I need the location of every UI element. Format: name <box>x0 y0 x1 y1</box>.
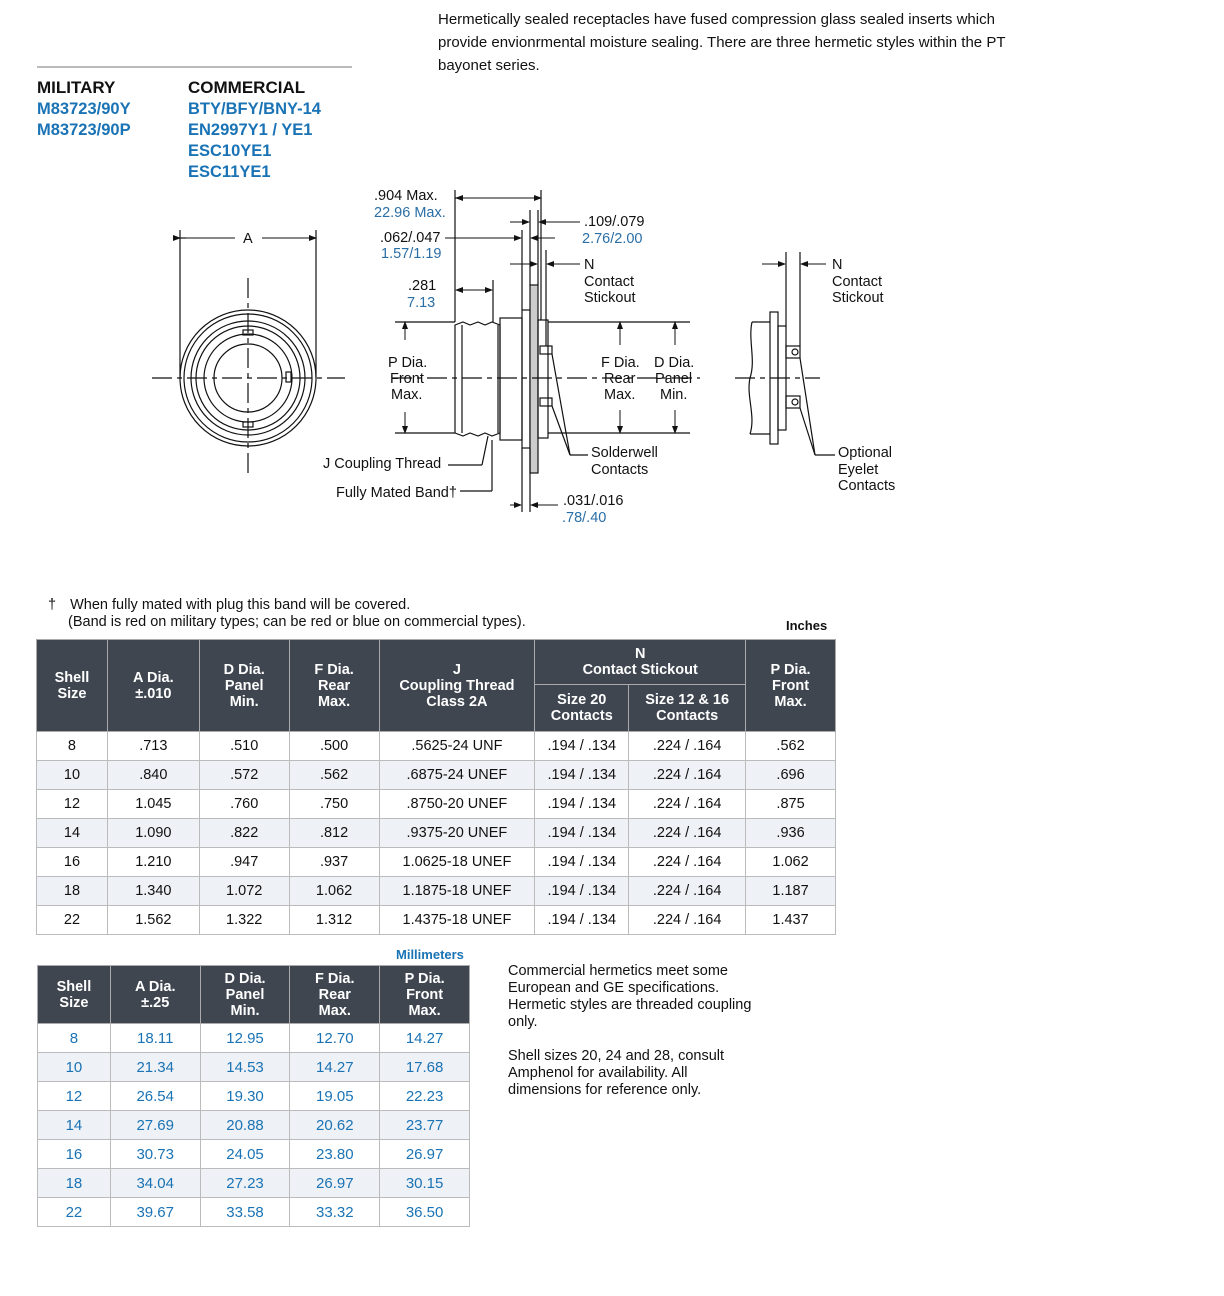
table-cell: 1.045 <box>107 790 199 819</box>
contact2-label: Contact <box>832 274 882 290</box>
dim-062-label: .062/.047 <box>380 230 441 246</box>
dim-281mm-label: 7.13 <box>407 295 436 311</box>
table-cell: 20.88 <box>200 1111 290 1140</box>
stickout-label: Stickout <box>584 290 636 306</box>
table-cell: .696 <box>746 761 836 790</box>
table-cell: 12.95 <box>200 1024 290 1053</box>
footnote-line1: When fully mated with plug this band will be covered. <box>70 597 411 613</box>
inches-label: Inches <box>786 618 828 633</box>
table-cell: .5625-24 UNF <box>379 732 535 761</box>
table-cell: 1.062 <box>289 877 379 906</box>
table-cell: 26.97 <box>290 1169 380 1198</box>
table-cell: .224 / .164 <box>629 848 746 877</box>
military-parts <box>37 99 131 141</box>
table-cell: 23.80 <box>290 1140 380 1169</box>
eyelet-view <box>735 252 835 455</box>
table-cell: 14 <box>38 1111 111 1140</box>
connector-drawing <box>140 182 920 532</box>
dagger-mark: † <box>48 597 57 613</box>
table-cell: 8 <box>37 732 108 761</box>
col-size20: Size 20 Contacts <box>535 685 629 732</box>
n2-label: N <box>832 257 843 273</box>
table-cell: 14.27 <box>380 1024 470 1053</box>
military-title: MILITARY <box>37 78 116 97</box>
dim-281-label: .281 <box>408 278 437 294</box>
table-cell: 1.187 <box>746 877 836 906</box>
table-row <box>37 761 836 790</box>
dim-904mm-label: 22.96 Max. <box>374 205 446 221</box>
col-j-thread: J Coupling Thread Class 2A <box>379 640 535 732</box>
commercial-parts <box>188 99 321 183</box>
table-row <box>38 1169 470 1198</box>
table-cell: 36.50 <box>380 1198 470 1227</box>
table-row <box>37 877 836 906</box>
table-cell: 22.23 <box>380 1082 470 1111</box>
table-cell: .937 <box>289 848 379 877</box>
table-cell: 12.70 <box>290 1024 380 1053</box>
mm-label: Millimeters <box>396 947 464 962</box>
dim-031-label: .031/.016 <box>563 493 624 509</box>
coupling-thread-label: J Coupling Thread <box>323 456 442 472</box>
table-cell: 24.05 <box>200 1140 290 1169</box>
table-row <box>37 906 836 935</box>
table-cell: 10 <box>38 1053 111 1082</box>
table-cell: .750 <box>289 790 379 819</box>
contact-label: Contact <box>584 274 634 290</box>
d-min-label: Min. <box>660 387 688 403</box>
part-number: M83723/90P <box>37 121 131 139</box>
col-f-dia: F Dia. Rear Max. <box>289 640 379 732</box>
table-cell: .562 <box>746 732 836 761</box>
col-shell-size: Shell Size <box>37 640 108 732</box>
table-cell: .760 <box>199 790 289 819</box>
part-number: ESC10YE1 <box>188 142 272 160</box>
d-panel-label: Panel <box>655 371 693 387</box>
col-d-dia: D Dia. Panel Min. <box>199 640 289 732</box>
p-max-label: Max. <box>391 387 423 403</box>
table-cell: 1.072 <box>199 877 289 906</box>
table-cell: 1.0625-18 UNEF <box>379 848 535 877</box>
table-cell: 26.54 <box>110 1082 200 1111</box>
table-cell: .194 / .134 <box>535 848 629 877</box>
table-cell: .510 <box>199 732 289 761</box>
dim-109mm-label: 2.76/2.00 <box>582 231 643 247</box>
table-row <box>38 1198 470 1227</box>
mm-table <box>37 965 470 1227</box>
table-cell: .194 / .134 <box>535 877 629 906</box>
col-p-dia: P Dia. Front Max. <box>746 640 836 732</box>
table-row <box>37 848 836 877</box>
p-front-label: Front <box>390 371 424 387</box>
note-shell-sizes: Shell sizes 20, 24 and 28, consult Amphenol for availability. All dimensions for reference only. <box>508 1048 725 1098</box>
table-cell: .812 <box>289 819 379 848</box>
dim-062mm-label: 1.57/1.19 <box>381 246 442 262</box>
solderwell-contacts-label: Contacts <box>591 462 649 478</box>
table-cell: 1.4375-18 UNEF <box>379 906 535 935</box>
table-cell: 39.67 <box>110 1198 200 1227</box>
table-cell: .194 / .134 <box>535 761 629 790</box>
table-cell: .194 / .134 <box>535 906 629 935</box>
col-f-dia: F Dia. Rear Max. <box>290 966 380 1024</box>
table-cell: .194 / .134 <box>535 790 629 819</box>
table-cell: 8 <box>38 1024 111 1053</box>
dim-904-label: .904 Max. <box>374 188 438 204</box>
table-cell: 16 <box>38 1140 111 1169</box>
table-row <box>38 1082 470 1111</box>
f-rear-label: Rear <box>604 371 636 387</box>
table-cell: .840 <box>107 761 199 790</box>
commercial-title: COMMERCIAL <box>188 78 306 97</box>
col-shell-size: Shell Size <box>38 966 111 1024</box>
table-row <box>38 1111 470 1140</box>
table-row <box>38 1140 470 1169</box>
table-cell: 1.090 <box>107 819 199 848</box>
solderwell-label: Solderwell <box>591 445 658 461</box>
table-cell: 19.05 <box>290 1082 380 1111</box>
table-cell: 34.04 <box>110 1169 200 1198</box>
front-view <box>152 230 345 478</box>
eyelet-contacts-label: Contacts <box>838 478 896 494</box>
part-number: ESC11YE1 <box>188 163 271 181</box>
table-cell: 22 <box>38 1198 111 1227</box>
part-number: M83723/90Y <box>37 100 131 118</box>
table-cell: 1.340 <box>107 877 199 906</box>
table-cell: 18.11 <box>110 1024 200 1053</box>
part-number: BTY/BFY/BNY-14 <box>188 100 321 118</box>
footnote <box>48 597 526 631</box>
table-cell: .822 <box>199 819 289 848</box>
mated-band-label: Fully Mated Band† <box>336 485 457 501</box>
table-cell: .8750-20 UNEF <box>379 790 535 819</box>
intro-text: Hermetically sealed receptacles have fused compression glass sealed inserts which provide envionrmental moisture sealing. There are three hermetic styles within the PT bayonet series. <box>438 11 1006 74</box>
table-cell: 14.27 <box>290 1053 380 1082</box>
table-cell: .562 <box>289 761 379 790</box>
header-rule <box>37 66 352 68</box>
stickout2-label: Stickout <box>832 290 884 306</box>
table-cell: 30.15 <box>380 1169 470 1198</box>
n-label: N <box>584 257 595 273</box>
table-cell: .224 / .164 <box>629 819 746 848</box>
table-cell: 1.062 <box>746 848 836 877</box>
table-cell: 18 <box>38 1169 111 1198</box>
table-cell: 33.32 <box>290 1198 380 1227</box>
table-cell: 14 <box>37 819 108 848</box>
table-cell: 19.30 <box>200 1082 290 1111</box>
table-cell: 12 <box>37 790 108 819</box>
table-cell: 16 <box>37 848 108 877</box>
table-cell: 1.1875-18 UNEF <box>379 877 535 906</box>
table-cell: .224 / .164 <box>629 877 746 906</box>
table-row <box>38 1053 470 1082</box>
table-cell: 1.312 <box>289 906 379 935</box>
table-cell: 1.322 <box>199 906 289 935</box>
footnote-line2: (Band is red on military types; can be red or blue on commercial types). <box>68 614 526 630</box>
table-cell: 12 <box>38 1082 111 1111</box>
table-cell: 18 <box>37 877 108 906</box>
table-cell: 30.73 <box>110 1140 200 1169</box>
table-cell: 23.77 <box>380 1111 470 1140</box>
table-cell: .572 <box>199 761 289 790</box>
table-cell: 26.97 <box>380 1140 470 1169</box>
table-cell: 22 <box>37 906 108 935</box>
table-cell: 10 <box>37 761 108 790</box>
table-cell: 17.68 <box>380 1053 470 1082</box>
note-commercial: Commercial hermetics meet some European and GE specifications. Hermetic styles are threaded coupling only. <box>508 963 752 1030</box>
table-row <box>37 732 836 761</box>
table-cell: .224 / .164 <box>629 906 746 935</box>
table-row <box>37 819 836 848</box>
table-cell: .947 <box>199 848 289 877</box>
dim-a-label: A <box>243 231 253 247</box>
table-cell: .875 <box>746 790 836 819</box>
table-row <box>37 790 836 819</box>
col-a-dia: A Dia. ±.010 <box>107 640 199 732</box>
p-dia-label: P Dia. <box>388 355 428 371</box>
f-max-label: Max. <box>604 387 636 403</box>
col-size12-16: Size 12 & 16 Contacts <box>629 685 746 732</box>
table-cell: .6875-24 UNEF <box>379 761 535 790</box>
table-cell: 14.53 <box>200 1053 290 1082</box>
table-row <box>38 1024 470 1053</box>
col-d-dia: D Dia. Panel Min. <box>200 966 290 1024</box>
table-cell: .224 / .164 <box>629 761 746 790</box>
inch-table <box>36 639 836 935</box>
optional-label: Optional <box>838 445 893 461</box>
table-cell: 21.34 <box>110 1053 200 1082</box>
table-cell: 1.437 <box>746 906 836 935</box>
eyelet-label: Eyelet <box>838 462 879 478</box>
col-a-dia: A Dia. ±.25 <box>110 966 200 1024</box>
col-n-stickout: N Contact Stickout <box>535 640 746 685</box>
table-cell: 1.562 <box>107 906 199 935</box>
table-cell: .936 <box>746 819 836 848</box>
dim-031mm-label: .78/.40 <box>562 510 607 526</box>
table-cell: 20.62 <box>290 1111 380 1140</box>
col-p-dia: P Dia. Front Max. <box>380 966 470 1024</box>
dim-109-label: .109/.079 <box>584 214 645 230</box>
table-cell: .224 / .164 <box>629 732 746 761</box>
part-number: EN2997Y1 / YE1 <box>188 121 313 139</box>
table-cell: .500 <box>289 732 379 761</box>
d-dia-label: D Dia. <box>654 355 695 371</box>
table-cell: 27.69 <box>110 1111 200 1140</box>
f-dia-label: F Dia. <box>601 355 640 371</box>
table-cell: .194 / .134 <box>535 819 629 848</box>
table-cell: .224 / .164 <box>629 790 746 819</box>
table-cell: .713 <box>107 732 199 761</box>
table-cell: 27.23 <box>200 1169 290 1198</box>
table-cell: 33.58 <box>200 1198 290 1227</box>
table-cell: .9375-20 UNEF <box>379 819 535 848</box>
table-cell: 1.210 <box>107 848 199 877</box>
table-cell: .194 / .134 <box>535 732 629 761</box>
